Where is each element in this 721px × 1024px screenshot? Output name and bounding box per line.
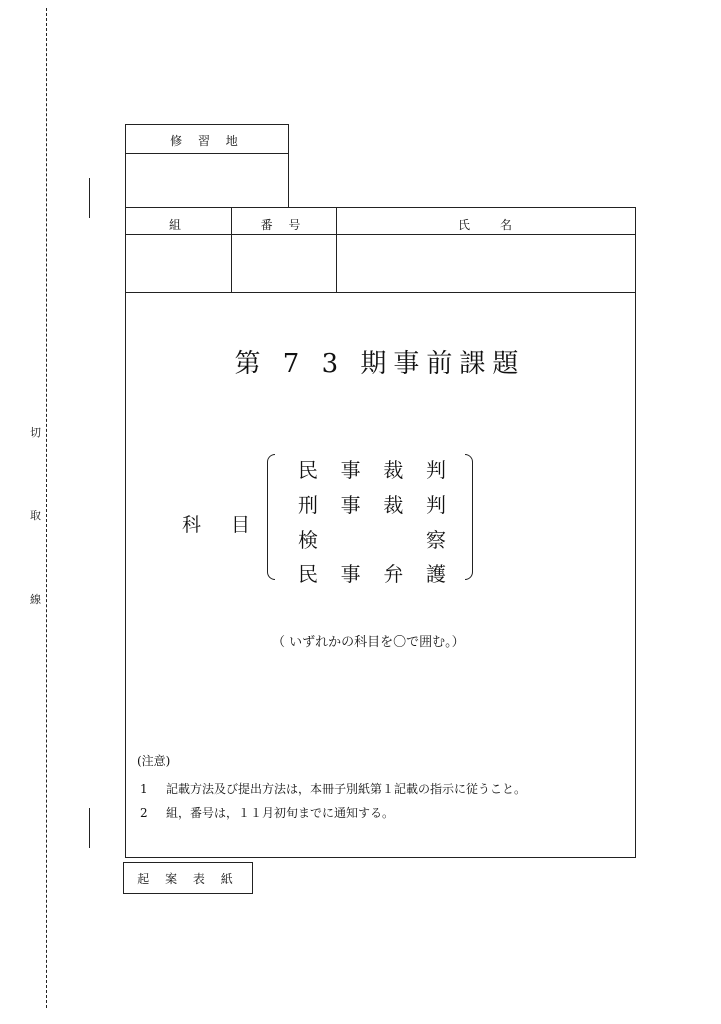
subject-option-civil-trial[interactable]: 民 事 裁 判 — [298, 458, 446, 482]
training-site-label: 修 習 地 — [170, 134, 244, 148]
binding-mark — [89, 808, 90, 848]
subject-label: 科 目 — [182, 514, 263, 536]
note-item: 2 組，番号は，１１月初旬までに通知する。 — [140, 806, 395, 820]
number-field[interactable] — [232, 235, 336, 292]
cover-label: 起 案 表 紙 — [123, 862, 253, 894]
header-bottom-line — [125, 292, 636, 293]
binding-mark — [89, 178, 90, 218]
notes-heading: (注意) — [137, 754, 171, 768]
selection-instruction: （ いずれかの科目を〇で囲む。） — [272, 635, 465, 650]
name-field[interactable] — [337, 235, 635, 292]
subject-option-criminal-trial[interactable]: 刑 事 裁 判 — [298, 493, 446, 517]
subject-option-civil-defense[interactable]: 民 事 弁 護 — [298, 562, 446, 586]
left-bracket — [267, 454, 275, 580]
right-bracket — [465, 454, 473, 580]
cut-line-char: 線 — [30, 593, 41, 606]
class-field[interactable] — [126, 235, 231, 292]
page-title: 第 7 3 期事前課題 — [234, 349, 526, 379]
subject-option-prosecution[interactable]: 検 察 — [298, 528, 446, 552]
number-label: 番 号 — [260, 218, 307, 232]
name-label: 氏 名 — [457, 218, 514, 232]
cut-line — [46, 8, 47, 1008]
note-item: 1 記載方法及び提出方法は，本冊子別紙第１記載の指示に従うこと。 — [140, 782, 527, 796]
cut-line-char: 切 — [30, 426, 41, 439]
cut-line-char: 取 — [30, 509, 41, 522]
class-label: 組 — [168, 218, 187, 232]
